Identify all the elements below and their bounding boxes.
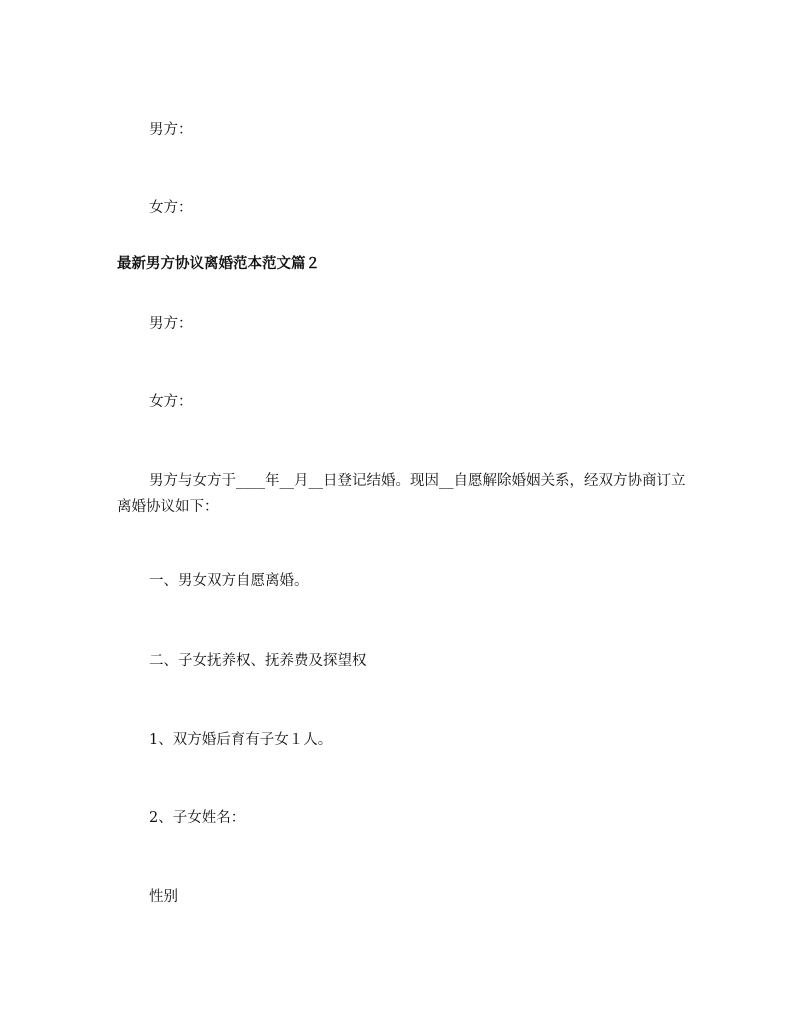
section-title: 最新男方协议离婚范本范文篇２ [117,256,320,272]
clause-2-2: 2、子女姓名： [149,810,246,826]
female-party-label-2: 女方： [149,394,193,410]
clause-1: 一、男女双方自愿离婚。 [149,573,309,589]
clause-2-1: 1、双方婚后育有子女１人。 [149,732,333,748]
female-party-label-1: 女方： [149,200,193,216]
clause-2: 二、子女抚养权、抚养费及探望权 [149,653,367,669]
male-party-label-1: 男方： [149,122,193,138]
gender-label: 性别 [149,889,178,905]
intro-paragraph: 男方与女方于____年__月__日登记结婚。现因__自愿解除婚姻关系，经双方协商订立离婚协议如下： [117,473,686,515]
male-party-label-2: 男方： [149,316,193,332]
